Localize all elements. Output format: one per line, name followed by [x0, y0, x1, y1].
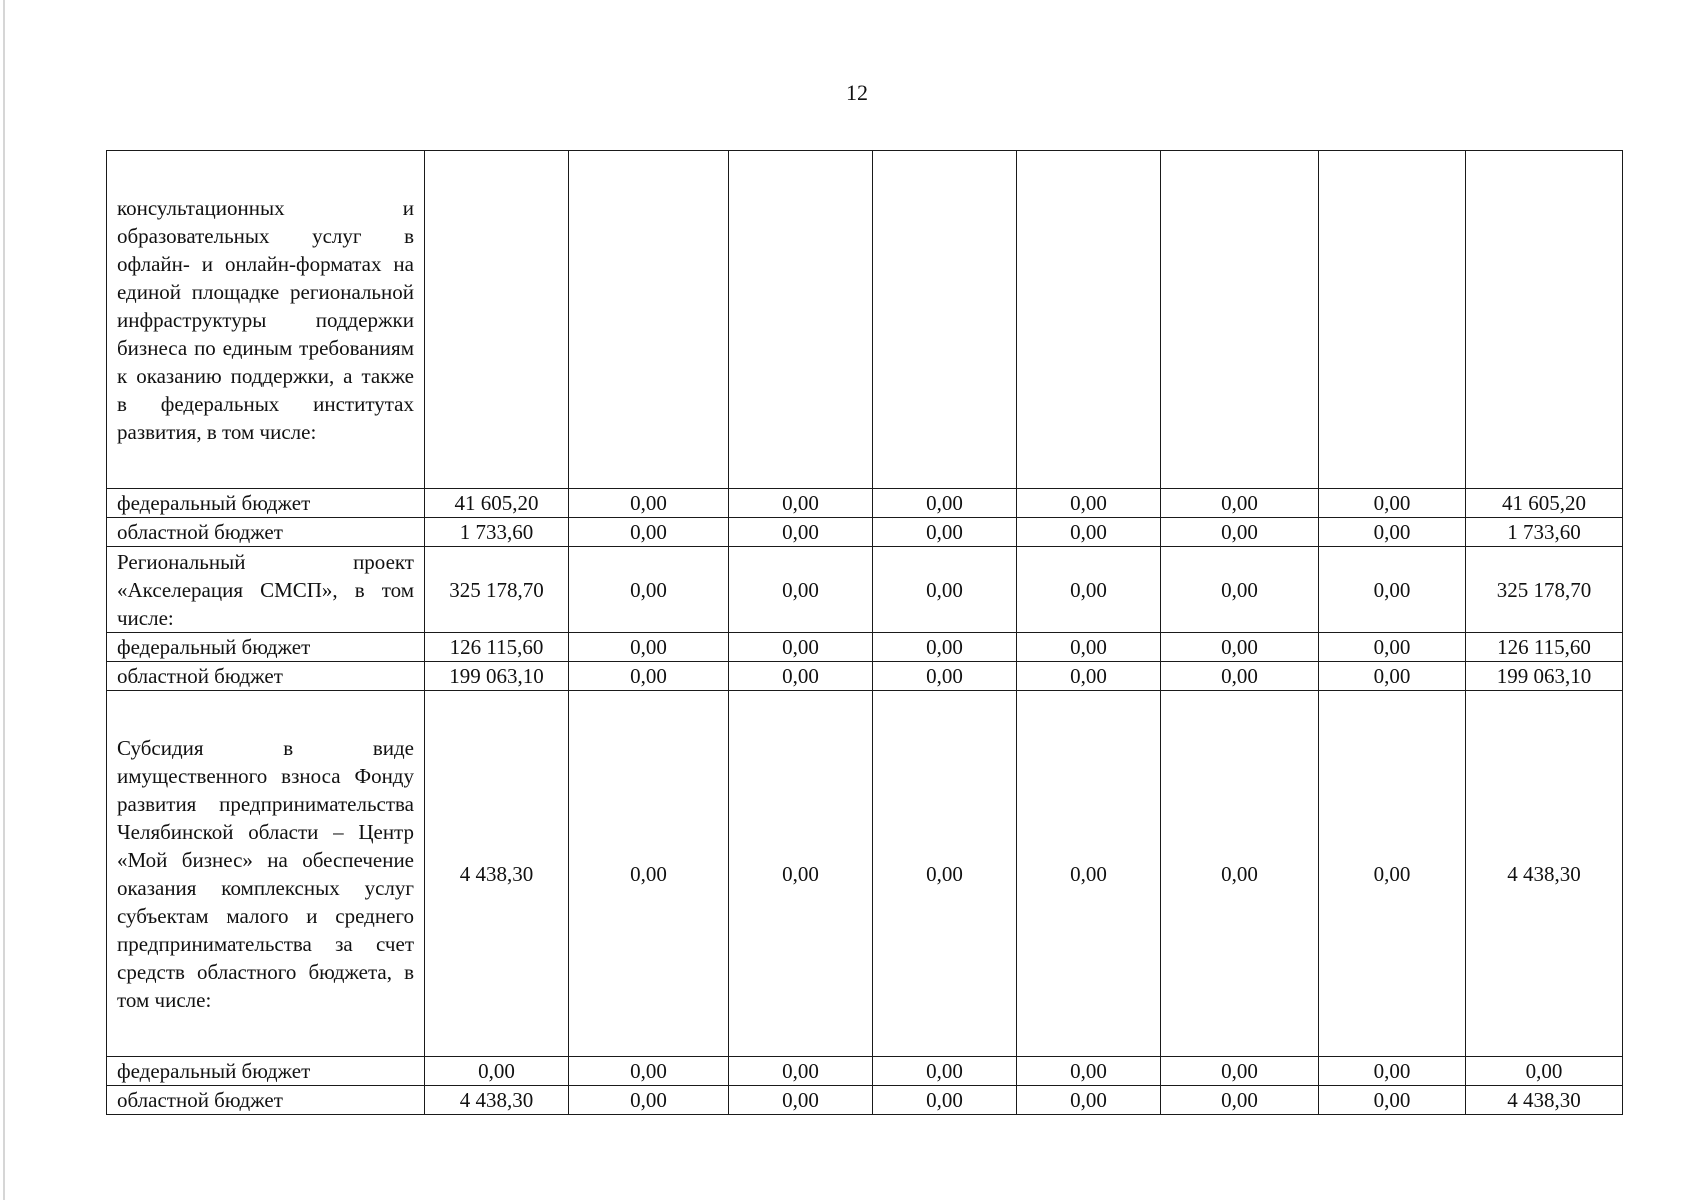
- cell-value: [569, 151, 729, 489]
- cell-value: 0,00: [873, 1086, 1017, 1115]
- cell-value: 0,00: [569, 633, 729, 662]
- cell-value: 0,00: [569, 691, 729, 1057]
- cell-value: 0,00: [1017, 1057, 1161, 1086]
- cell-value: 4 438,30: [425, 691, 569, 1057]
- row-label: областной бюджет: [107, 518, 425, 547]
- cell-value: 0,00: [729, 633, 873, 662]
- table-row: [107, 1086, 1623, 1115]
- cell-value: 0,00: [1017, 1086, 1161, 1115]
- cell-value: 0,00: [873, 691, 1017, 1057]
- cell-value: 0,00: [1017, 489, 1161, 518]
- cell-value: 0,00: [729, 662, 873, 691]
- cell-value: 325 178,70: [1466, 547, 1623, 633]
- page-number: 12: [846, 80, 868, 105]
- cell-value: 41 605,20: [1466, 489, 1623, 518]
- cell-value: 0,00: [1319, 489, 1466, 518]
- cell-value: 0,00: [425, 1057, 569, 1086]
- cell-value: 41 605,20: [425, 489, 569, 518]
- cell-value: 199 063,10: [1466, 662, 1623, 691]
- cell-value: 0,00: [569, 662, 729, 691]
- row-label: федеральный бюджет: [107, 489, 425, 518]
- cell-value: [425, 151, 569, 489]
- table-row: [107, 1057, 1623, 1086]
- row-label: областной бюджет: [107, 662, 425, 691]
- cell-value: 0,00: [1319, 518, 1466, 547]
- cell-value: 0,00: [1017, 633, 1161, 662]
- scan-edge-line: [3, 0, 5, 1200]
- row-label: федеральный бюджет: [107, 633, 425, 662]
- cell-value: 0,00: [873, 1057, 1017, 1086]
- cell-value: 4 438,30: [425, 1086, 569, 1115]
- cell-value: 4 438,30: [1466, 691, 1623, 1057]
- cell-value: 1 733,60: [1466, 518, 1623, 547]
- cell-value: 126 115,60: [1466, 633, 1623, 662]
- cell-value: 0,00: [1319, 1057, 1466, 1086]
- cell-value: 0,00: [729, 1057, 873, 1086]
- cell-value: 0,00: [873, 489, 1017, 518]
- cell-value: 0,00: [1017, 662, 1161, 691]
- cell-value: 0,00: [569, 518, 729, 547]
- cell-value: 0,00: [569, 547, 729, 633]
- cell-value: 0,00: [1017, 691, 1161, 1057]
- cell-value: 0,00: [1161, 518, 1319, 547]
- cell-value: 0,00: [1319, 662, 1466, 691]
- cell-value: 126 115,60: [425, 633, 569, 662]
- cell-value: [729, 151, 873, 489]
- cell-value: 0,00: [873, 633, 1017, 662]
- budget-table: [106, 150, 1623, 1115]
- cell-value: 0,00: [569, 1086, 729, 1115]
- cell-value: 0,00: [729, 489, 873, 518]
- cell-value: 0,00: [873, 547, 1017, 633]
- cell-value: 0,00: [569, 489, 729, 518]
- cell-value: 0,00: [1161, 547, 1319, 633]
- cell-value: 4 438,30: [1466, 1086, 1623, 1115]
- row-label: Региональный проект «Акселерация СМСП», в том числе:: [107, 547, 425, 633]
- cell-value: 0,00: [1017, 518, 1161, 547]
- cell-value: 0,00: [1319, 691, 1466, 1057]
- row-label: федеральный бюджет: [107, 1057, 425, 1086]
- cell-value: 0,00: [1161, 633, 1319, 662]
- row-label: консультационных и образовательных услуг в офлайн- и онлайн-форматах на единой площадке региональной инфраструктуры поддержки бизнеса по единым требованиям к оказанию поддержки, а также в федеральных институтах развития, в том числе:: [107, 151, 425, 489]
- cell-value: 0,00: [873, 662, 1017, 691]
- cell-value: 0,00: [1161, 1086, 1319, 1115]
- cell-value: [1017, 151, 1161, 489]
- cell-value: 0,00: [1466, 1057, 1623, 1086]
- cell-value: 0,00: [729, 691, 873, 1057]
- row-label: Субсидия в виде имущественного взноса Фонду развития предпринимательства Челябинской области – Центр «Мой бизнес» на обеспечение оказания комплексных услуг субъектам малого и среднего предпринимательства за счет средств областного бюджета, в том числе:: [107, 691, 425, 1057]
- cell-value: 0,00: [1161, 691, 1319, 1057]
- cell-value: 0,00: [1319, 633, 1466, 662]
- cell-value: 0,00: [729, 547, 873, 633]
- cell-value: 0,00: [1319, 547, 1466, 633]
- table-row: [107, 489, 1623, 518]
- page-number-wrap: [0, 80, 1698, 106]
- cell-value: 0,00: [729, 518, 873, 547]
- cell-value: [1161, 151, 1319, 489]
- table-row: [107, 518, 1623, 547]
- cell-value: [1319, 151, 1466, 489]
- cell-value: 0,00: [1161, 489, 1319, 518]
- cell-value: 0,00: [1319, 1086, 1466, 1115]
- table-row: [107, 547, 1623, 633]
- cell-value: 0,00: [1017, 547, 1161, 633]
- cell-value: 0,00: [1161, 662, 1319, 691]
- cell-value: 0,00: [1161, 1057, 1319, 1086]
- table-row: [107, 151, 1623, 489]
- cell-value: [1466, 151, 1623, 489]
- cell-value: 0,00: [729, 1086, 873, 1115]
- cell-value: 325 178,70: [425, 547, 569, 633]
- table-row: [107, 691, 1623, 1057]
- cell-value: 0,00: [873, 518, 1017, 547]
- row-label: областной бюджет: [107, 1086, 425, 1115]
- table-row: [107, 662, 1623, 691]
- cell-value: [873, 151, 1017, 489]
- cell-value: 199 063,10: [425, 662, 569, 691]
- table-row: [107, 633, 1623, 662]
- cell-value: 1 733,60: [425, 518, 569, 547]
- cell-value: 0,00: [569, 1057, 729, 1086]
- budget-table-body: [107, 151, 1623, 1115]
